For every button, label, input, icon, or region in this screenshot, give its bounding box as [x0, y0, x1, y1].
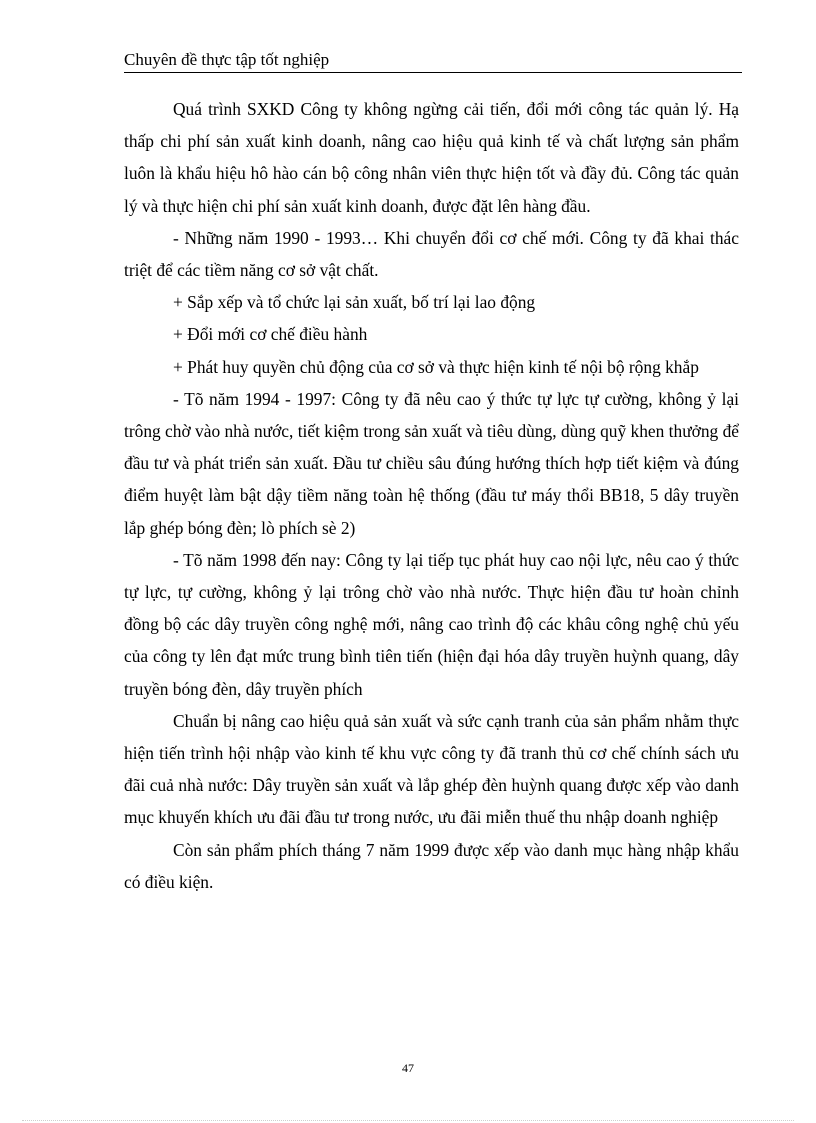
header-title: Chuyên đề thực tập tốt nghiệp	[124, 50, 330, 69]
paragraph-1990-1993: - Những năm 1990 - 1993… Khi chuyển đổi cơ chế mới. Công ty đã khai thác triệt để các tiềm năng cơ sở vật chất.	[124, 227, 739, 281]
paragraph-1998-present: - Tõ năm 1998 đến nay: Công ty lại tiếp tục phát huy cao nội lực, nêu cao ý thức tự lực, tự cường, không ỷ lại trông chờ vào nhà nước. Thực hiện đầu tư hoàn chỉnh đồng bộ các dây truyền công nghệ mới, nâng cao trình độ các khâu công nghệ chủ yếu của công ty lên đạt mức trung bình tiên tiến (hiện đại hóa dây truyền huỳnh quang, dây truyền bóng đèn, dây truyền phích	[124, 549, 739, 699]
paragraph-bullet-initiative: + Phát huy quyền chủ động của cơ sở và thực hiện kinh tế nội bộ rộng khắp	[173, 356, 699, 377]
paragraph-thermos-1999: Còn sản phẩm phích tháng 7 năm 1999 được xếp vào danh mục hàng nhập khẩu có điều kiện.	[124, 839, 739, 892]
page-bottom-divider	[22, 1120, 794, 1121]
page-header	[124, 50, 742, 73]
page-number: 47	[402, 1061, 414, 1075]
paragraph-integration: Chuẩn bị nâng cao hiệu quả sản xuất và sức cạnh tranh của sản phẩm nhằm thực hiện tiến trình hội nhập vào kinh tế khu vực công ty đã tranh thủ cơ chế chính sách ưu đãi cuả nhà nước: Dây truyền sản xuất và lắp ghép đèn huỳnh quang được xếp vào danh mục khuyến khích ưu đãi đầu tư trong nước, ưu đãi miễn thuế thu nhập doanh nghiệp	[124, 710, 739, 828]
paragraph-bullet-mechanism: + Đổi mới cơ chế điều hành	[173, 324, 368, 345]
paragraph-intro: Quá trình SXKD Công ty không ngừng cải tiến, đổi mới công tác quản lý. Hạ thấp chi phí sản xuất kinh doanh, nâng cao hiệu quả kinh tế và chất lượng sản phẩm luôn là khẩu hiệu hô hào cán bộ công nhân viên thực hiện tốt và đầy đủ. Công tác quản lý và thực hiện chi phí sản xuất kinh doanh, được đặt lên hàng đầu.	[124, 99, 739, 216]
paragraph-1994-1997: - Tõ năm 1994 - 1997: Công ty đã nêu cao ý thức tự lực tự cường, không ỷ lại trông chờ vào nhà nước, tiết kiệm trong sản xuất và tiêu dùng, dùng quỹ khen thưởng để đầu tư và phát triển sản xuất. Đầu tư chiều sâu đúng hướng thích hợp tiết kiệm và đúng điểm huyệt làm bật dậy tiềm năng toàn hệ thống (đầu tư máy thổi BB18, 5 dây truyền lắp ghép bóng đèn; lò phích sè 2)	[124, 388, 739, 538]
paragraph-bullet-reorganize: + Sắp xếp và tổ chức lại sản xuất, bố trí lại lao động	[173, 292, 536, 313]
document-body	[124, 93, 739, 898]
